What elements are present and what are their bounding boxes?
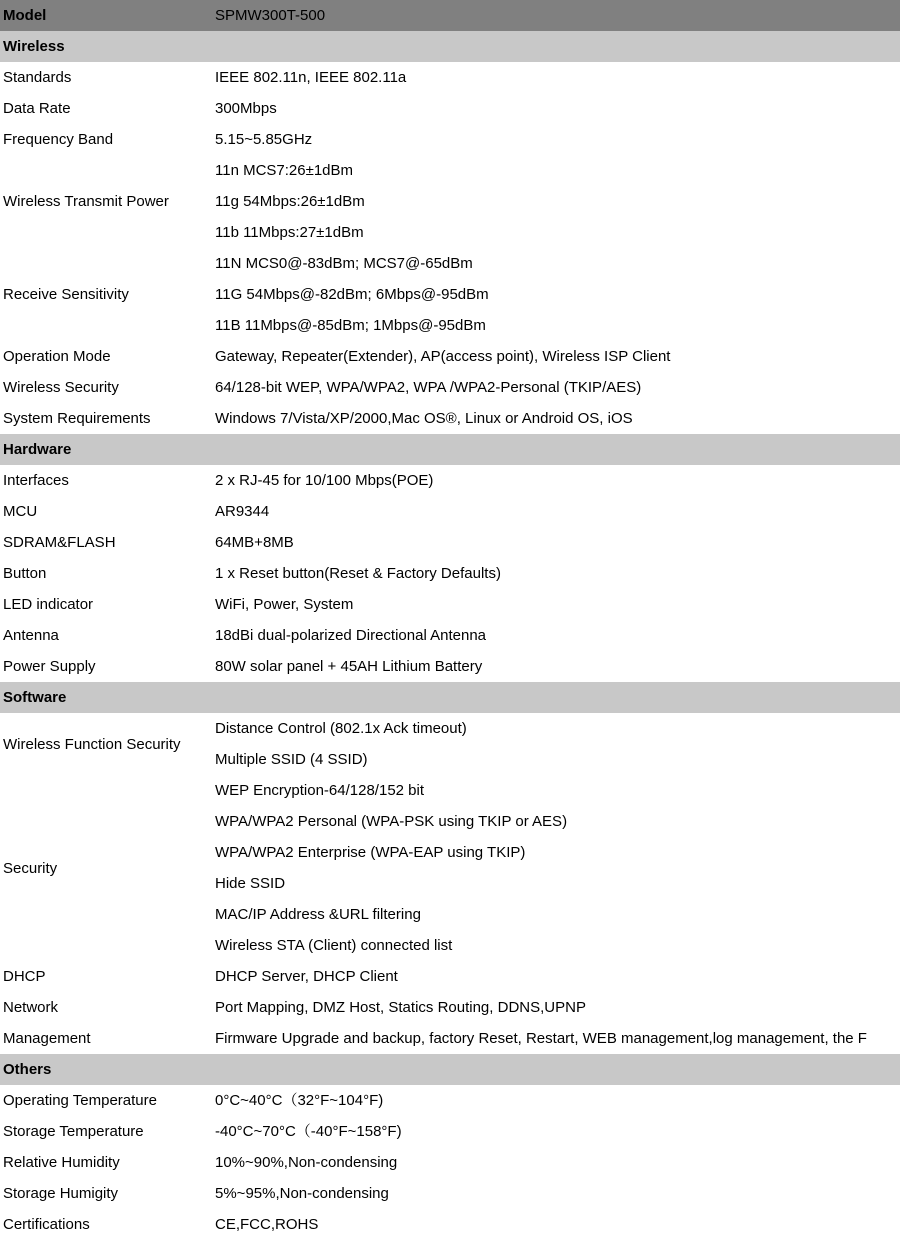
section-title: Hardware [0,434,900,465]
section-header-others [0,1054,900,1085]
spec-row [0,372,900,403]
spec-label: Management [3,1030,91,1047]
spec-value: 18dBi dual-polarized Directional Antenna [215,627,487,644]
spec-value: WEP Encryption-64/128/152 bit [215,782,425,799]
spec-row [0,155,900,186]
spec-label: System Requirements [3,410,151,427]
spec-value: 5%~95%,Non-condensing [215,1185,389,1202]
spec-value: 80W solar panel + 45AH Lithium Battery [215,658,483,675]
spec-value: -40°C~70°C（-40°F~158°F) [215,1123,402,1140]
spec-value: 11g 54Mbps:26±1dBm [215,193,365,210]
spec-value: 64/128-bit WEP, WPA/WPA2, WPA /WPA2-Personal (TKIP/AES) [215,379,642,396]
spec-value: WPA/WPA2 Personal (WPA-PSK using TKIP or AES) [215,813,568,830]
section-title: Software [0,682,900,713]
spec-label: Antenna [3,627,59,644]
spec-value: Multiple SSID (4 SSID) [215,751,368,768]
spec-label: Wireless Transmit Power [3,193,169,210]
spec-value: 0°C~40°C（32°F~104°F) [215,1092,384,1109]
spec-label: DHCP [3,968,46,985]
spec-row [0,1085,900,1116]
spec-row [0,1178,900,1209]
spec-label: Frequency Band [3,131,114,148]
spec-value: WiFi, Power, System [215,596,354,613]
spec-label: Receive Sensitivity [3,286,129,303]
spec-row [0,713,900,744]
spec-label: LED indicator [3,596,94,613]
spec-value: 11G 54Mbps@-82dBm; 6Mbps@-95dBm [215,286,489,303]
section-header-wireless [0,31,900,62]
spec-row [0,1209,900,1240]
model-value: SPMW300T-500 [212,0,900,31]
spec-label: Data Rate [3,100,71,117]
spec-row [0,992,900,1023]
spec-label: Operating Temperature [3,1092,157,1109]
spec-row [0,527,900,558]
spec-label: Wireless Function Security [3,735,181,753]
spec-value: 2 x RJ-45 for 10/100 Mbps(POE) [215,472,434,489]
spec-label: Wireless Security [3,379,119,396]
section-header-hardware [0,434,900,465]
spec-label: MCU [3,503,38,520]
spec-label: Network [3,999,59,1016]
spec-value: 5.15~5.85GHz [215,131,313,148]
spec-value: CE,FCC,ROHS [215,1216,319,1233]
spec-label: Storage Temperature [3,1123,144,1140]
spec-label: Certifications [3,1216,90,1233]
spec-label: Interfaces [3,472,69,489]
spec-row [0,93,900,124]
spec-row [0,1116,900,1147]
spec-value: 11b 11Mbps:27±1dBm [215,224,364,241]
spec-value: WPA/WPA2 Enterprise (WPA-EAP using TKIP) [215,844,526,861]
spec-row [0,341,900,372]
spec-value: 1 x Reset button(Reset & Factory Defaults) [215,565,501,582]
spec-row [0,651,900,682]
spec-value: Wireless STA (Client) connected list [215,937,453,954]
spec-label: Relative Humidity [3,1154,120,1171]
section-header-software [0,682,900,713]
spec-row [0,403,900,434]
spec-value: 64MB+8MB [215,534,294,551]
spec-row [0,558,900,589]
spec-value: 300Mbps [215,100,277,117]
spec-value: Firmware Upgrade and backup, factory Reset, Restart, WEB management,log management, the F [215,1030,867,1047]
spec-label: Button [3,565,47,582]
spec-value: Windows 7/Vista/XP/2000,Mac OS®, Linux or Android OS, iOS [215,410,633,427]
spec-value: 11B 11Mbps@-85dBm; 1Mbps@-95dBm [215,317,486,334]
spec-label: Security [3,859,58,877]
spec-value: Distance Control (802.1x Ack timeout) [215,720,467,737]
spec-row [0,961,900,992]
spec-value: Port Mapping, DMZ Host, Statics Routing, DDNS,UPNP [215,999,586,1016]
section-title: Wireless [0,31,900,62]
spec-value: IEEE 802.11n, IEEE 802.11a [215,69,407,86]
spec-row [0,1147,900,1178]
section-title: Others [0,1054,900,1085]
model-row [0,0,900,31]
spec-label: Standards [3,69,72,86]
spec-label: SDRAM&FLASH [3,534,116,551]
model-label: Model [0,0,212,31]
spec-row [0,1023,900,1054]
spec-row [0,465,900,496]
spec-value: Hide SSID [215,875,286,892]
spec-value: Gateway, Repeater(Extender), AP(access point), Wireless ISP Client [215,348,671,365]
spec-label: Operation Mode [3,348,111,365]
spec-value: 11n MCS7:26±1dBm [215,162,354,179]
spec-row [0,62,900,93]
spec-value: 10%~90%,Non-condensing [215,1154,398,1171]
spec-value: AR9344 [215,503,270,520]
spec-row [0,496,900,527]
spec-value: DHCP Server, DHCP Client [215,968,398,985]
spec-row [0,248,900,279]
spec-row [0,124,900,155]
spec-row [0,589,900,620]
spec-value: 11N MCS0@-83dBm; MCS7@-65dBm [215,255,473,272]
spec-value: MAC/IP Address &URL filtering [215,906,421,923]
spec-label: Power Supply [3,658,96,675]
spec-label: Storage Humigity [3,1185,119,1202]
spec-row [0,775,900,806]
spec-row [0,620,900,651]
